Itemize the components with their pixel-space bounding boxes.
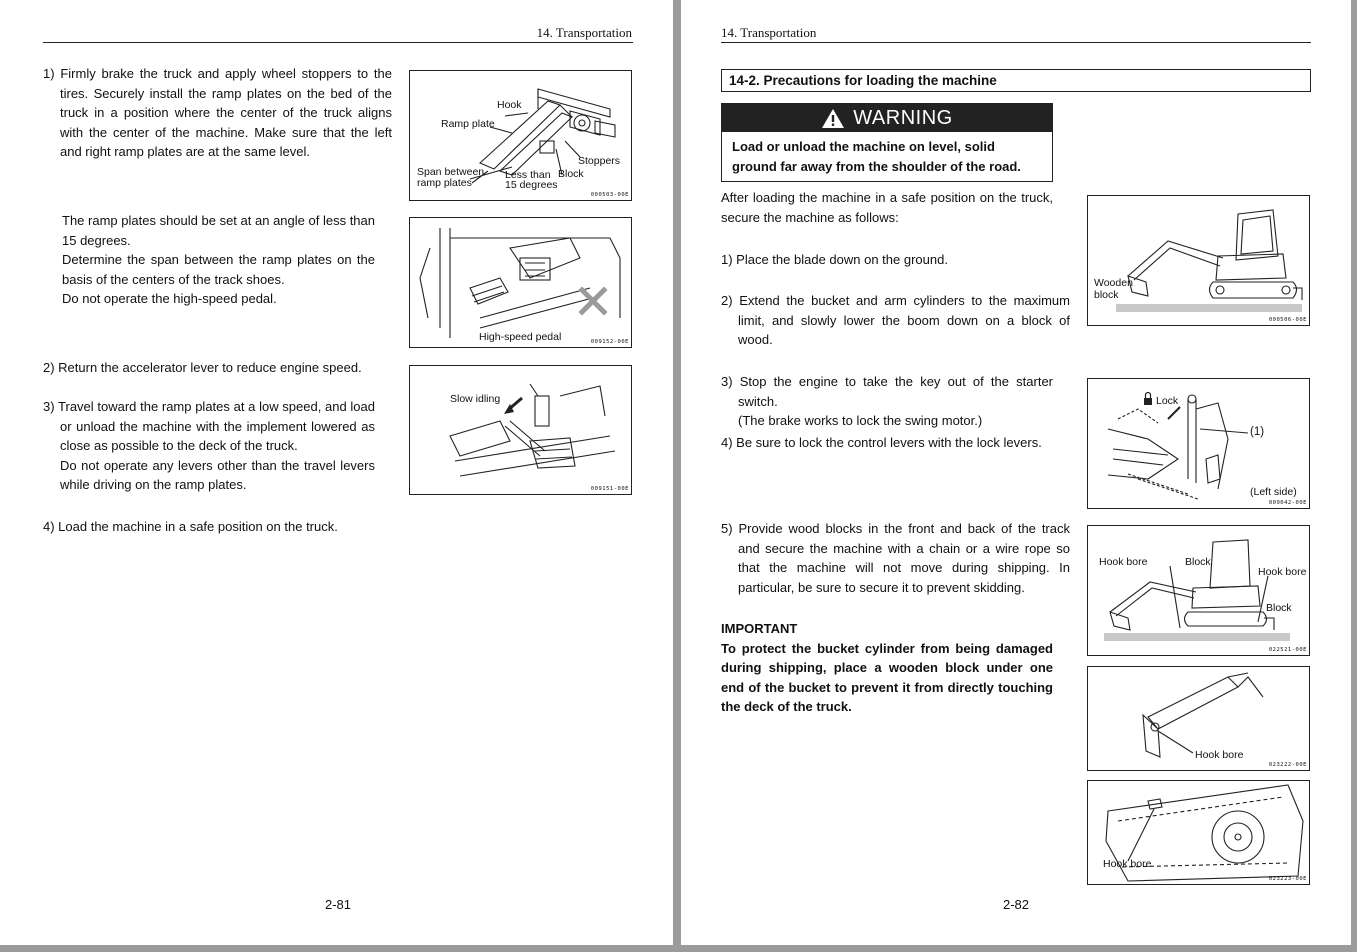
step-2-text: 2) Return the accelerator lever to reduce engine speed. bbox=[43, 360, 362, 375]
excavator-drawing bbox=[1088, 196, 1310, 326]
left-page bbox=[0, 0, 673, 945]
label-lock: Lock bbox=[1156, 395, 1179, 407]
lock-lever-figure bbox=[1087, 378, 1310, 509]
intro-text: After loading the machine in a safe position on the truck, secure the machine as follows: bbox=[721, 190, 1053, 225]
label-block-1: Block bbox=[1185, 556, 1211, 568]
notes-block bbox=[62, 211, 375, 309]
step-2-text: 2) Extend the bucket and arm cylinders to the maximum limit, and slowly lower the boom down on a block of wood. bbox=[721, 293, 1070, 348]
step-1-text: 1) Firmly brake the truck and apply wheel stoppers to the tires. Securely install the ramp plates on the bed of the truck in a position where the center of the truck aligns with the center of the machine. Make sure that the left and right ramp plates are at the same level. bbox=[43, 66, 392, 160]
slow-idling-figure bbox=[409, 365, 632, 495]
blade-hook-bore-figure bbox=[1087, 666, 1310, 771]
figure-code: 009151-00E bbox=[590, 486, 629, 492]
important-text: To protect the bucket cylinder from being damaged during shipping, place a wooden block under one end of the bucket to prevent it from directly touching the deck of the truck. bbox=[721, 640, 1053, 715]
label-hook-bore-1: Hook bore bbox=[1099, 556, 1148, 568]
pedal-drawing bbox=[410, 218, 632, 348]
figure-code: 023223-00E bbox=[1268, 876, 1307, 882]
label-less-than-2: 15 degrees bbox=[505, 179, 558, 191]
hook-bore-machine-figure bbox=[1087, 525, 1310, 656]
note-span: Determine the span between the ramp plates on the basis of the centers of the track shoes. bbox=[62, 252, 375, 287]
label-wooden: Wooden bbox=[1094, 277, 1133, 289]
wooden-block-figure bbox=[1087, 195, 1310, 326]
label-hook: Hook bbox=[497, 99, 522, 111]
note-high-speed: Do not operate the high-speed pedal. bbox=[62, 291, 277, 307]
step-1-text: 1) Place the blade down on the ground. bbox=[721, 252, 948, 267]
step-3-block bbox=[43, 397, 375, 495]
step-3-note: Do not operate any levers other than the travel levers while driving on the ramp plates. bbox=[60, 457, 375, 493]
right-page-number: 2-82 bbox=[1003, 897, 1030, 912]
note-angle: The ramp plates should be set at an angle of less than 15 degrees. bbox=[62, 213, 375, 248]
figure-code: 022521-00E bbox=[1268, 647, 1307, 653]
machine-chain-drawing bbox=[1088, 526, 1310, 656]
label-span-2: ramp plates bbox=[417, 177, 472, 189]
label-callout-1: (1) bbox=[1250, 426, 1265, 438]
figure-code: 009042-00E bbox=[1268, 500, 1307, 506]
important-block bbox=[721, 619, 1053, 717]
step-4-text: 4) Load the machine in a safe position on the truck. bbox=[43, 519, 338, 534]
step-3-block bbox=[721, 372, 1053, 431]
ramp-plate-figure bbox=[409, 70, 632, 201]
figure-code: 023222-00E bbox=[1268, 762, 1307, 768]
step-5-text: 5) Provide wood blocks in the front and back of the track and secure the machine with a chain or a wire rope so that the machine will not move during shipping. In particular, be sure to secure it to prevent skidding. bbox=[721, 521, 1070, 595]
header-rule bbox=[721, 42, 1311, 43]
label-less-than-1: Less than bbox=[505, 169, 551, 181]
label-span-1: Span between bbox=[417, 166, 485, 178]
label-block: Block bbox=[558, 168, 584, 180]
warning-header bbox=[722, 104, 1052, 132]
step-3-note: (The brake works to lock the swing motor.) bbox=[738, 413, 983, 429]
warning-text: Load or unload the machine on level, solid ground far away from the shoulder of the road. bbox=[732, 139, 1021, 174]
label-block: block bbox=[1094, 289, 1119, 301]
right-page-header: 14. Transportation bbox=[721, 25, 817, 40]
track-hook-bore-figure bbox=[1087, 780, 1310, 885]
step-3-text: 3) Stop the engine to take the key out of the starter switch. bbox=[721, 374, 1053, 409]
label-block-2: Block bbox=[1266, 602, 1292, 614]
warning-title: WARNING bbox=[853, 106, 953, 129]
figure-code: 000506-00E bbox=[1268, 317, 1307, 323]
figure-code: 009152-00E bbox=[590, 339, 629, 345]
label-hook-bore: Hook bore bbox=[1195, 749, 1244, 761]
left-page-number: 2-81 bbox=[325, 897, 352, 912]
accelerator-drawing bbox=[410, 366, 632, 495]
section-title: 14-2. Precautions for loading the machine bbox=[721, 69, 1311, 92]
important-title: IMPORTANT bbox=[721, 621, 798, 636]
high-speed-pedal-figure bbox=[409, 217, 632, 348]
label-hook-bore: Hook bore bbox=[1103, 858, 1152, 870]
step-4-text: 4) Be sure to lock the control levers with the lock levers. bbox=[721, 435, 1042, 450]
label-stoppers: Stoppers bbox=[578, 155, 621, 167]
warning-triangle-icon bbox=[821, 108, 845, 129]
header-rule bbox=[43, 42, 633, 43]
label-left-side: (Left side) bbox=[1250, 486, 1297, 498]
right-page bbox=[681, 0, 1351, 945]
figure-code: 000503-00E bbox=[590, 192, 629, 198]
label-hook-bore-2: Hook bore bbox=[1258, 566, 1307, 578]
label-high-speed-pedal: High-speed pedal bbox=[479, 331, 562, 343]
label-slow-idling: Slow idling bbox=[450, 393, 501, 405]
step-3-text: 3) Travel toward the ramp plates at a low speed, and load or unload the machine with the implement lowered as close as possible to the deck of the truck. bbox=[43, 399, 375, 454]
label-ramp-plate: Ramp plate bbox=[441, 118, 495, 130]
warning-box bbox=[721, 103, 1053, 182]
left-page-header: 14. Transportation bbox=[536, 25, 632, 40]
